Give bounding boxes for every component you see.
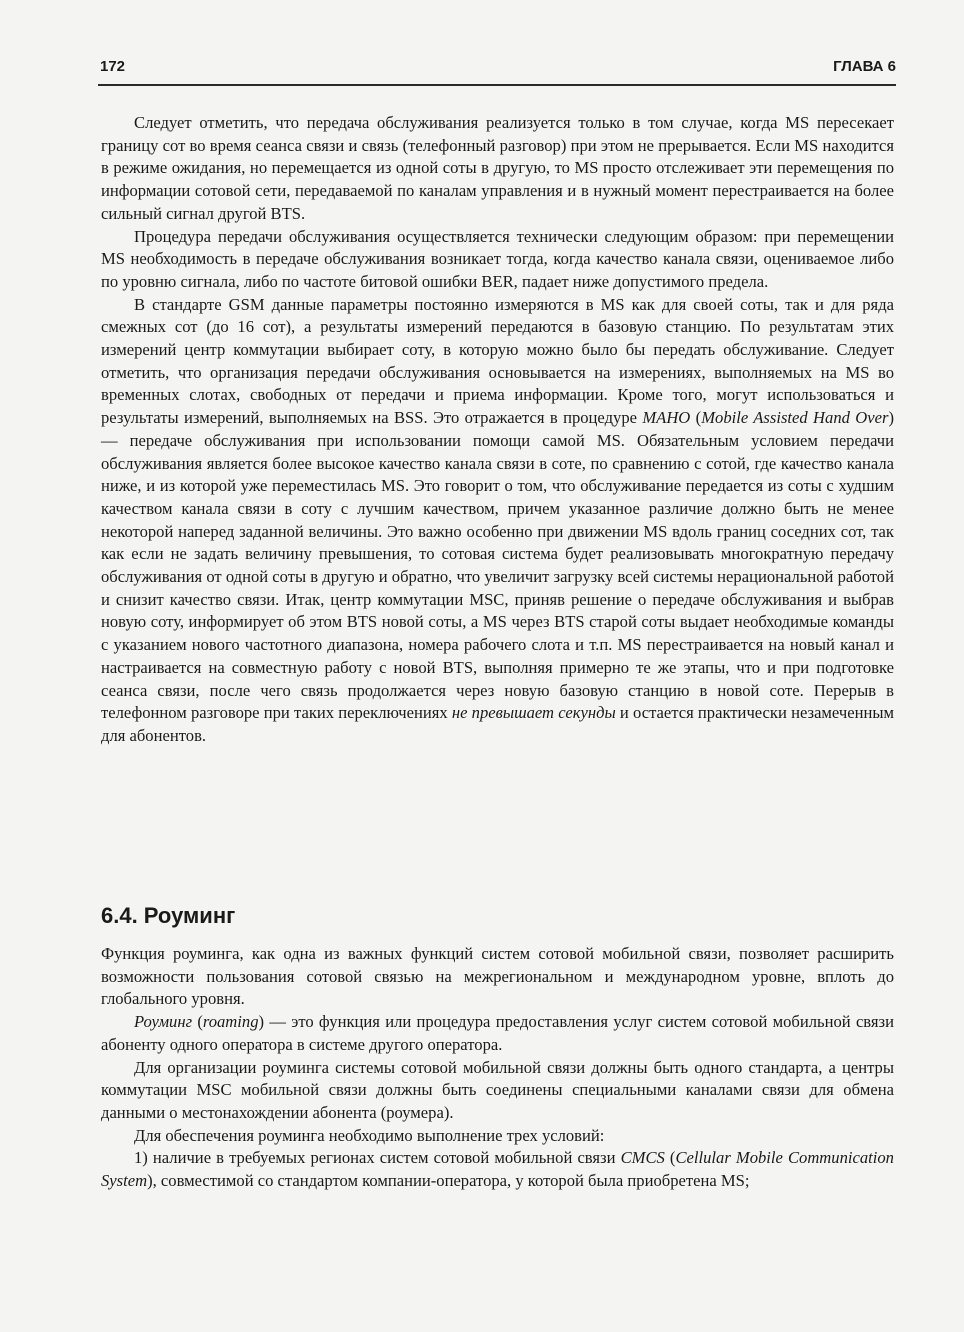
paragraph	[101, 294, 894, 748]
running-header	[100, 58, 896, 80]
paragraph	[101, 1057, 894, 1125]
paragraph	[101, 226, 894, 294]
section-body-text	[101, 943, 894, 1193]
text-run: Процедура передачи обслуживания осуществляется технически следующим образом: при перемещении MS необходимость в передаче обслуживания возникает тогда, когда качество канала связи, оцениваемое либо по уровню сигнала, либо по частоте битовой ошибки BER, падает ниже допустимого предела.	[101, 226, 894, 291]
text-run: (	[664, 1148, 676, 1168]
body-text	[101, 112, 894, 748]
text-run: и остается практически незамеченным для абонентов.	[101, 703, 895, 745]
text-run: (	[192, 1012, 203, 1032]
section-heading: 6.4. Роуминг	[101, 903, 236, 928]
text-run: ), совместимой со стандартом компании-оператора, у которой была приобретена MS;	[147, 1171, 750, 1191]
paragraph	[101, 943, 894, 1011]
italic-term: MAHO	[642, 408, 691, 428]
page-number: 172	[100, 58, 126, 75]
text-run: Для организации роуминга системы сотовой мобильной связи должны быть одного стандарта, а центры коммутации MSC мобильной связи должны быть соединены специальными каналами связи для обмена данными о местонахождении абонента (роумера).	[101, 1057, 894, 1122]
text-run: ) — передаче обслуживания при использовании помощи самой MS. Обязательным условием передачи обслуживания является более высокое качество канала связи в соте, по сравнению с сотой, где качество канала ниже, и из которой уже переместилась MS. Это говорит о том, что обслуживание передается из соты с худшим качеством канала связи в соту с лучшим качеством, причем указанное различие должно быть не менее некоторой наперед заданной величины. Это важно особенно при движении MS вдоль границ соседних сот, так как если не задать величину превышения, то сотовая система будет реализовывать многократную передачу обслуживания от одной соты в другую и обратно, что увеличит загрузку всей системы нерациональной работой и снизит качество связи. Итак, центр коммутации MSC, приняв решение о передаче обслуживания и выбрав новую соту, информирует об этом BTS новой соты, а MS через BTS старой соты выдает необходимые команды с указанием нового частотного диапазона, номера рабочего слота и т.п. MS перестраивается на новый канал и настраивается на совместную работу с новой BTS, выполняя примерно те же этапы, что и при подготовке сеанса связи, после чего связь продолжается через новую базовую станцию в новой соте. Перерыв в телефонном разговоре при таких переключениях	[101, 408, 894, 723]
italic-term: Роуминг	[134, 1012, 193, 1032]
text-run: Для обеспечения роуминга необходимо выполнение трех условий:	[134, 1125, 605, 1145]
italic-term: не превышает секунды	[451, 703, 616, 723]
chapter-title: ГЛАВА 6	[833, 58, 896, 75]
italic-term: roaming	[202, 1012, 259, 1032]
header-rule	[98, 84, 896, 86]
paragraph	[101, 1011, 894, 1056]
paragraph	[101, 1147, 894, 1192]
text-run: В стандарте GSM данные параметры постоянно измеряются в MS как для своей соты, так и для ряда смежных сот (до 16 сот), а результаты измерений передаются в базовую станцию. По результатам этих измерений центр коммутации выбирает соту, в которую можно было бы передать обслуживание. Следует отметить, что организация передачи обслуживания основывается на измерениях, выполняемых на MS во временных слотах, свободных от передачи и приема информации. Кроме того, могут использоваться и результаты измерений, выполняемых на BSS. Это отражается в процедуре	[101, 294, 894, 428]
text-run: 1) наличие в требуемых регионах систем сотовой мобильной связи	[134, 1148, 621, 1168]
paragraph	[101, 1125, 894, 1148]
italic-term: Cellular Mobile Communication System	[101, 1148, 894, 1191]
text-run: ) — это функция или процедура предоставления услуг систем сотовой мобильной связи абоненту одного оператора в системе другого оператора.	[101, 1012, 894, 1054]
text-run: Следует отметить, что передача обслуживания реализуется только в том случае, когда MS пересекает границу сот во время сеанса связи и связь (телефонный разговор) при этом не прерывается. Если MS находится в режиме ожидания, но перемещается из одной соты в другую, то MS просто отслеживает эти перемещения по информации сотовой сети, передаваемой по каналам управления и в нужный момент перестраивается на более сильный сигнал другой BTS.	[101, 113, 894, 223]
text-run: (	[690, 408, 702, 428]
italic-term: CMCS	[620, 1148, 665, 1168]
italic-term: Mobile Assisted Hand Over	[701, 408, 889, 428]
text-run: Функция роуминга, как одна из важных функций систем сотовой мобильной связи, позволяет расширить возможности пользования сотовой связью на межрегиональном и международном уровне, вплоть до глобального уровня.	[101, 944, 894, 1009]
paragraph	[101, 112, 894, 226]
